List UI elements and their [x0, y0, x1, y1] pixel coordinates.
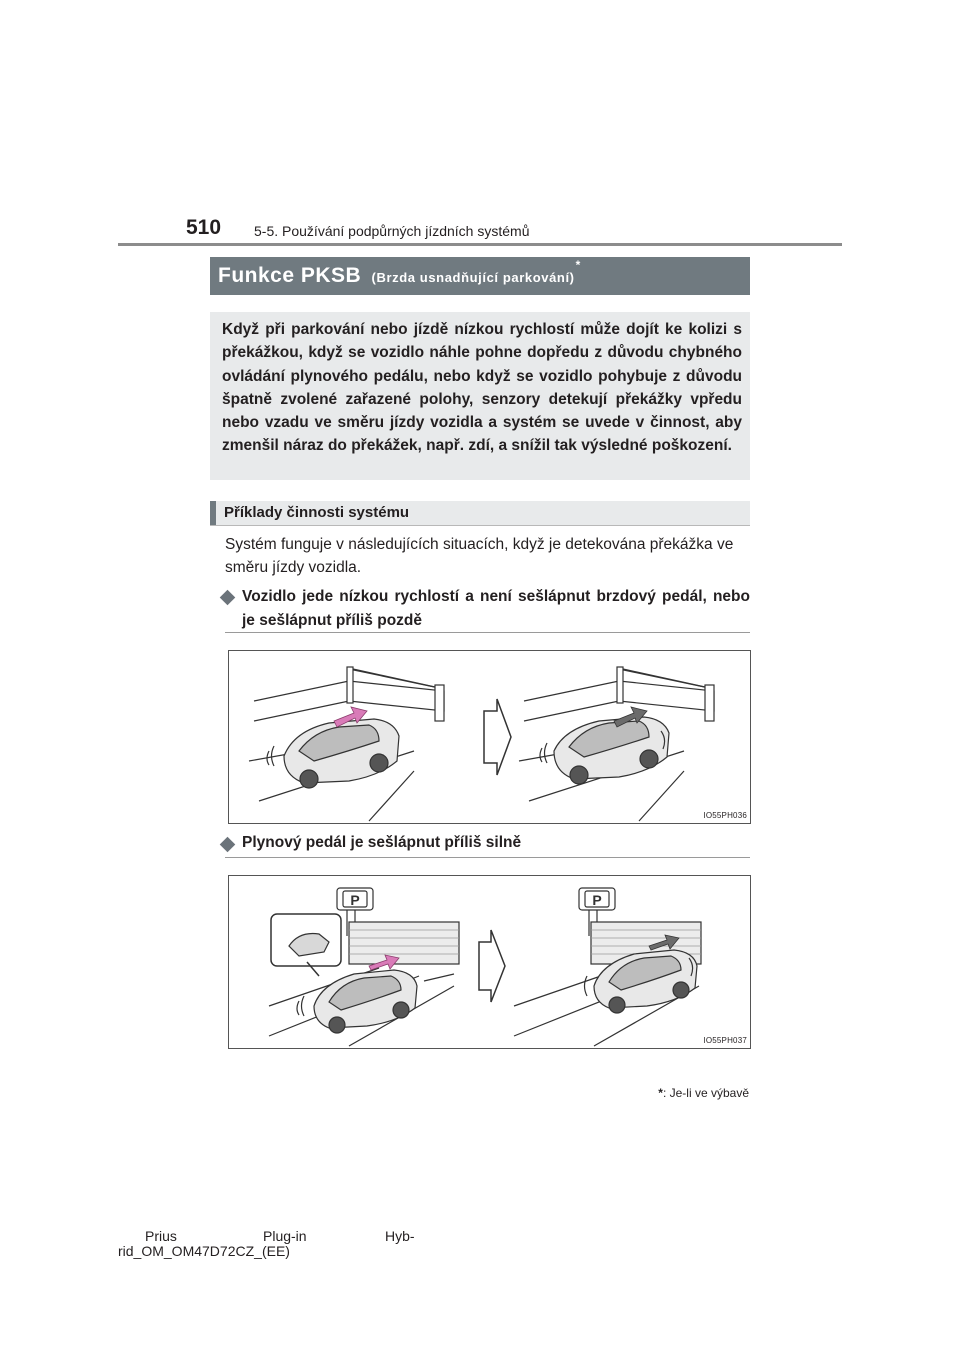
examples-paragraph: Systém funguje v následujících situacích, když je detekována překážka ve směru jízdy vozidla.	[225, 536, 734, 576]
intro-text: Když při parkování nebo jízdě nízkou rychlostí může dojít ke kolizi s překážkou, když se vozidlo náhle pohne dopředu z důvodu chybného ovládání plynového pedálu, nebo když se vozidlo pohybuje z důvodu špatně zvolené zařazené polohy, senzory detekují překážky vpředu nebo vzadu ve směru jízdy vozidla a systém se uvede v činnost, aby zmenšil náraz do překážek, např. zdí, a snížil tak výsledné poškození.	[222, 321, 742, 455]
footer-hybrid: Hyb-	[385, 1228, 415, 1244]
section-title-subtitle: (Brzda usnadňující parkování)	[371, 270, 575, 285]
heading-accent	[210, 501, 216, 525]
page-number: 510	[186, 216, 222, 239]
parking-sign-label-left: P	[350, 892, 360, 908]
illustration-accelerator	[229, 876, 750, 1048]
footnote-marker: *	[575, 258, 581, 272]
figure-id: IO55PH037	[703, 1036, 747, 1045]
header-divider	[118, 243, 842, 246]
footnote-text: : Je-li ve výbavě	[662, 1086, 749, 1100]
diamond-bullet-icon	[220, 837, 236, 853]
parking-sign-label-right: P	[592, 892, 602, 908]
footnote-star: *	[658, 1086, 663, 1100]
illustration-low-speed	[229, 651, 750, 823]
examples-heading: Příklady činnosti systému	[224, 504, 410, 521]
bullet-heading-2: Plynový pedál je sešlápnut příliš silně	[242, 834, 522, 851]
figure-id: IO55PH036	[703, 811, 747, 820]
footer-model: Prius	[145, 1228, 177, 1244]
section-title-bar	[210, 257, 750, 295]
section-title	[218, 258, 581, 288]
section-title-main: Funkce PKSB	[218, 264, 362, 287]
bullet-divider	[225, 632, 750, 633]
figure-low-speed-collision	[228, 650, 751, 824]
footnote	[658, 1086, 749, 1100]
intro-box	[210, 312, 750, 480]
diamond-bullet-icon	[220, 590, 236, 606]
figure-accelerator-too-hard	[228, 875, 751, 1049]
footer-line-2: rid_OM_OM47D72CZ_(EE)	[118, 1243, 290, 1259]
bullet-heading-1: Vozidlo jede nízkou rychlostí a není sešlápnut brzdový pedál, nebo je sešlápnut příliš pozdě	[242, 588, 750, 629]
heading-underline	[210, 525, 750, 526]
bullet-divider	[225, 857, 750, 858]
chapter-title: 5-5. Používání podpůrných jízdních systémů	[254, 223, 530, 239]
examples-heading-bar	[210, 501, 750, 525]
footer-plugin: Plug-in	[263, 1228, 307, 1244]
